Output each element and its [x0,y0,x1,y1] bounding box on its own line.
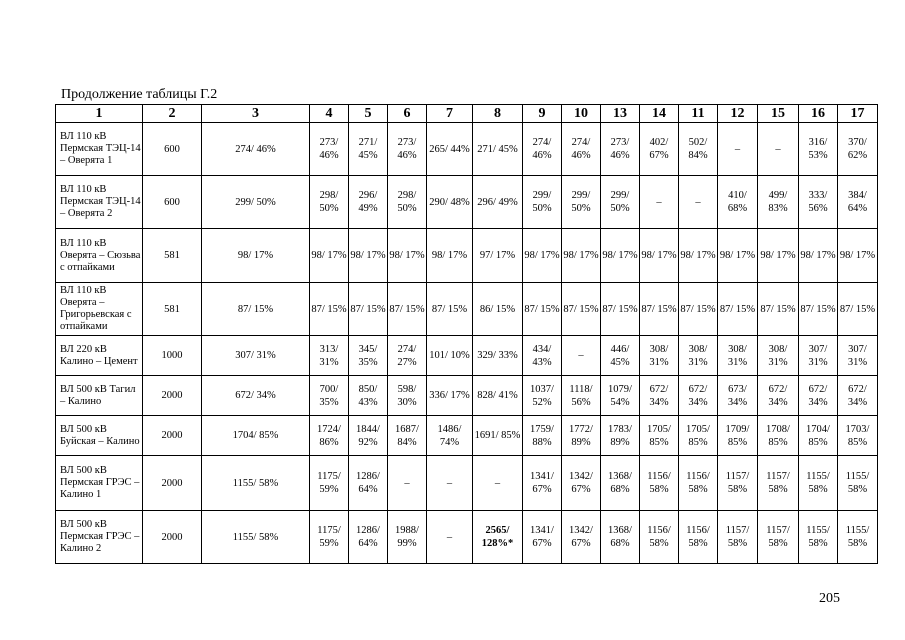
load-cell: 672/ 34% [799,376,838,416]
line-name-cell: ВЛ 110 кВ Пермская ТЭЦ-14 – Оверята 2 [56,176,143,229]
table-row [56,123,878,176]
base-load-cell: 672/ 34% [202,376,310,416]
load-cell: 672/ 34% [640,376,679,416]
column-header: 9 [523,105,562,123]
load-cell: 87/ 15% [562,283,601,336]
line-name-cell: ВЛ 500 кВ Пермская ГРЭС – Калино 2 [56,511,143,564]
table-row [56,416,878,456]
load-cell: 271/ 45% [473,123,523,176]
column-header: 6 [388,105,427,123]
load-cell: 336/ 17% [427,376,473,416]
load-cell: 97/ 17% [473,229,523,283]
load-cell: 2565/ 128%* [473,511,523,564]
column-header: 4 [310,105,349,123]
load-cell: 273/ 46% [310,123,349,176]
load-cell: 1708/ 85% [758,416,799,456]
base-load-cell: 98/ 17% [202,229,310,283]
load-cell: 1772/ 89% [562,416,601,456]
table-row [56,511,878,564]
base-load-cell: 1704/ 85% [202,416,310,456]
load-cell: 98/ 17% [310,229,349,283]
load-cell: 499/ 83% [758,176,799,229]
allowed-current-cell: 581 [143,229,202,283]
column-header: 1 [56,105,143,123]
column-header: 11 [679,105,718,123]
column-header: 14 [640,105,679,123]
load-cell: 274/ 46% [523,123,562,176]
table-row [56,376,878,416]
load-cell: – [562,336,601,376]
load-cell: 316/ 53% [799,123,838,176]
allowed-current-cell: 2000 [143,511,202,564]
load-cell: 313/ 31% [310,336,349,376]
load-cell: 298/ 50% [388,176,427,229]
load-cell: 273/ 46% [601,123,640,176]
load-cell: 298/ 50% [310,176,349,229]
load-cell: 1079/ 54% [601,376,640,416]
load-cell: 87/ 15% [679,283,718,336]
load-cell: 1703/ 85% [838,416,878,456]
load-cell: 1175/ 59% [310,456,349,511]
load-cell: 87/ 15% [718,283,758,336]
load-cell: – [640,176,679,229]
load-cell: 828/ 41% [473,376,523,416]
load-cell: 308/ 31% [679,336,718,376]
load-cell: 98/ 17% [799,229,838,283]
load-cell: 98/ 17% [640,229,679,283]
load-cell: 1286/ 64% [349,511,388,564]
load-cell: 307/ 31% [838,336,878,376]
load-cell: 87/ 15% [799,283,838,336]
allowed-current-cell: 581 [143,283,202,336]
load-cell: 87/ 15% [640,283,679,336]
load-cell: 1157/ 58% [718,456,758,511]
load-cell: 1704/ 85% [799,416,838,456]
load-cell: 87/ 15% [523,283,562,336]
load-cell: 1156/ 58% [640,511,679,564]
data-table [55,104,878,564]
line-name-cell: ВЛ 500 кВ Пермская ГРЭС – Калино 1 [56,456,143,511]
load-cell: 1118/ 56% [562,376,601,416]
column-header: 17 [838,105,878,123]
load-cell: 1342/ 67% [562,511,601,564]
load-cell: 296/ 49% [473,176,523,229]
load-cell: 98/ 17% [718,229,758,283]
load-cell: 87/ 15% [388,283,427,336]
column-header: 15 [758,105,799,123]
line-name-cell: ВЛ 110 кВ Оверята – Григорьевская с отпайками [56,283,143,336]
load-cell: 1157/ 58% [758,456,799,511]
load-cell: 87/ 15% [310,283,349,336]
load-cell: 273/ 46% [388,123,427,176]
load-cell: 700/ 35% [310,376,349,416]
load-cell: 1157/ 58% [758,511,799,564]
column-header: 16 [799,105,838,123]
load-cell: 1155/ 58% [838,456,878,511]
line-name-cell: ВЛ 110 кВ Оверята – Сюзьва с отпайками [56,229,143,283]
table-body [56,123,878,564]
load-cell: – [427,456,473,511]
column-header: 8 [473,105,523,123]
load-cell: 1988/ 99% [388,511,427,564]
load-cell: 384/ 64% [838,176,878,229]
allowed-current-cell: 2000 [143,376,202,416]
load-cell: 87/ 15% [838,283,878,336]
line-name-cell: ВЛ 220 кВ Калино – Цемент [56,336,143,376]
load-cell: 98/ 17% [427,229,473,283]
base-load-cell: 274/ 46% [202,123,310,176]
base-load-cell: 307/ 31% [202,336,310,376]
load-cell: 850/ 43% [349,376,388,416]
load-cell: 98/ 17% [562,229,601,283]
allowed-current-cell: 600 [143,123,202,176]
load-cell: 672/ 34% [838,376,878,416]
table-row [56,229,878,283]
load-cell: 98/ 17% [601,229,640,283]
load-cell: 672/ 34% [679,376,718,416]
base-load-cell: 1155/ 58% [202,456,310,511]
load-cell: 1155/ 58% [838,511,878,564]
load-cell: 1156/ 58% [679,456,718,511]
load-cell: 1342/ 67% [562,456,601,511]
table-row [56,283,878,336]
load-cell: 274/ 46% [562,123,601,176]
column-header: 2 [143,105,202,123]
page-number: 205 [819,591,840,606]
load-cell: 502/ 84% [679,123,718,176]
allowed-current-cell: 1000 [143,336,202,376]
column-header: 13 [601,105,640,123]
load-cell: 98/ 17% [758,229,799,283]
load-cell: 329/ 33% [473,336,523,376]
load-cell: 101/ 10% [427,336,473,376]
load-cell: – [718,123,758,176]
load-cell: 1156/ 58% [679,511,718,564]
column-header: 10 [562,105,601,123]
load-cell: 1368/ 68% [601,511,640,564]
column-header: 7 [427,105,473,123]
load-cell: 402/ 67% [640,123,679,176]
load-cell: 98/ 17% [349,229,388,283]
load-cell: 446/ 45% [601,336,640,376]
line-name-cell: ВЛ 500 кВ Буйская – Калино [56,416,143,456]
load-cell: 1691/ 85% [473,416,523,456]
column-header: 3 [202,105,310,123]
load-cell: – [758,123,799,176]
load-cell: 1709/ 85% [718,416,758,456]
load-cell: 1783/ 89% [601,416,640,456]
load-cell: 1844/ 92% [349,416,388,456]
load-cell: 333/ 56% [799,176,838,229]
load-cell: 296/ 49% [349,176,388,229]
load-cell: 410/ 68% [718,176,758,229]
table-row [56,336,878,376]
load-cell: 274/ 27% [388,336,427,376]
load-cell: 87/ 15% [427,283,473,336]
load-cell: 1486/ 74% [427,416,473,456]
load-cell: 1156/ 58% [640,456,679,511]
load-cell: 1175/ 59% [310,511,349,564]
load-cell: 98/ 17% [838,229,878,283]
load-cell: 1157/ 58% [718,511,758,564]
base-load-cell: 299/ 50% [202,176,310,229]
load-cell: 87/ 15% [758,283,799,336]
load-cell: 308/ 31% [640,336,679,376]
load-cell: 98/ 17% [523,229,562,283]
load-cell: 345/ 35% [349,336,388,376]
load-cell: 98/ 17% [679,229,718,283]
allowed-current-cell: 600 [143,176,202,229]
load-cell: 673/ 34% [718,376,758,416]
load-cell: 1687/ 84% [388,416,427,456]
load-cell: 308/ 31% [758,336,799,376]
load-cell: 87/ 15% [601,283,640,336]
load-cell: 308/ 31% [718,336,758,376]
load-cell: 1037/ 52% [523,376,562,416]
table-row [56,176,878,229]
base-load-cell: 1155/ 58% [202,511,310,564]
load-cell: 1759/ 88% [523,416,562,456]
column-header: 12 [718,105,758,123]
allowed-current-cell: 2000 [143,416,202,456]
load-cell: 1368/ 68% [601,456,640,511]
load-cell: 299/ 50% [562,176,601,229]
load-cell: 1155/ 58% [799,456,838,511]
load-cell: – [427,511,473,564]
load-cell: 86/ 15% [473,283,523,336]
line-name-cell: ВЛ 110 кВ Пермская ТЭЦ-14 – Оверята 1 [56,123,143,176]
load-cell: 98/ 17% [388,229,427,283]
load-cell: 271/ 45% [349,123,388,176]
load-cell: 1341/ 67% [523,456,562,511]
load-cell: 299/ 50% [523,176,562,229]
load-cell: – [679,176,718,229]
header-row [56,105,878,123]
table-row [56,456,878,511]
load-cell: – [473,456,523,511]
load-cell: 1286/ 64% [349,456,388,511]
load-cell: 1155/ 58% [799,511,838,564]
load-cell: 1705/ 85% [640,416,679,456]
load-cell: 299/ 50% [601,176,640,229]
load-cell: 1724/ 86% [310,416,349,456]
load-cell: 265/ 44% [427,123,473,176]
load-cell: 87/ 15% [349,283,388,336]
load-cell: 370/ 62% [838,123,878,176]
load-cell: 307/ 31% [799,336,838,376]
load-cell: 672/ 34% [758,376,799,416]
load-cell: 1341/ 67% [523,511,562,564]
line-name-cell: ВЛ 500 кВ Тагил – Калино [56,376,143,416]
load-cell: 434/ 43% [523,336,562,376]
allowed-current-cell: 2000 [143,456,202,511]
table-caption: Продолжение таблицы Г.2 [61,87,218,102]
load-cell: 1705/ 85% [679,416,718,456]
load-cell: 290/ 48% [427,176,473,229]
load-cell: 598/ 30% [388,376,427,416]
load-cell: – [388,456,427,511]
base-load-cell: 87/ 15% [202,283,310,336]
column-header: 5 [349,105,388,123]
